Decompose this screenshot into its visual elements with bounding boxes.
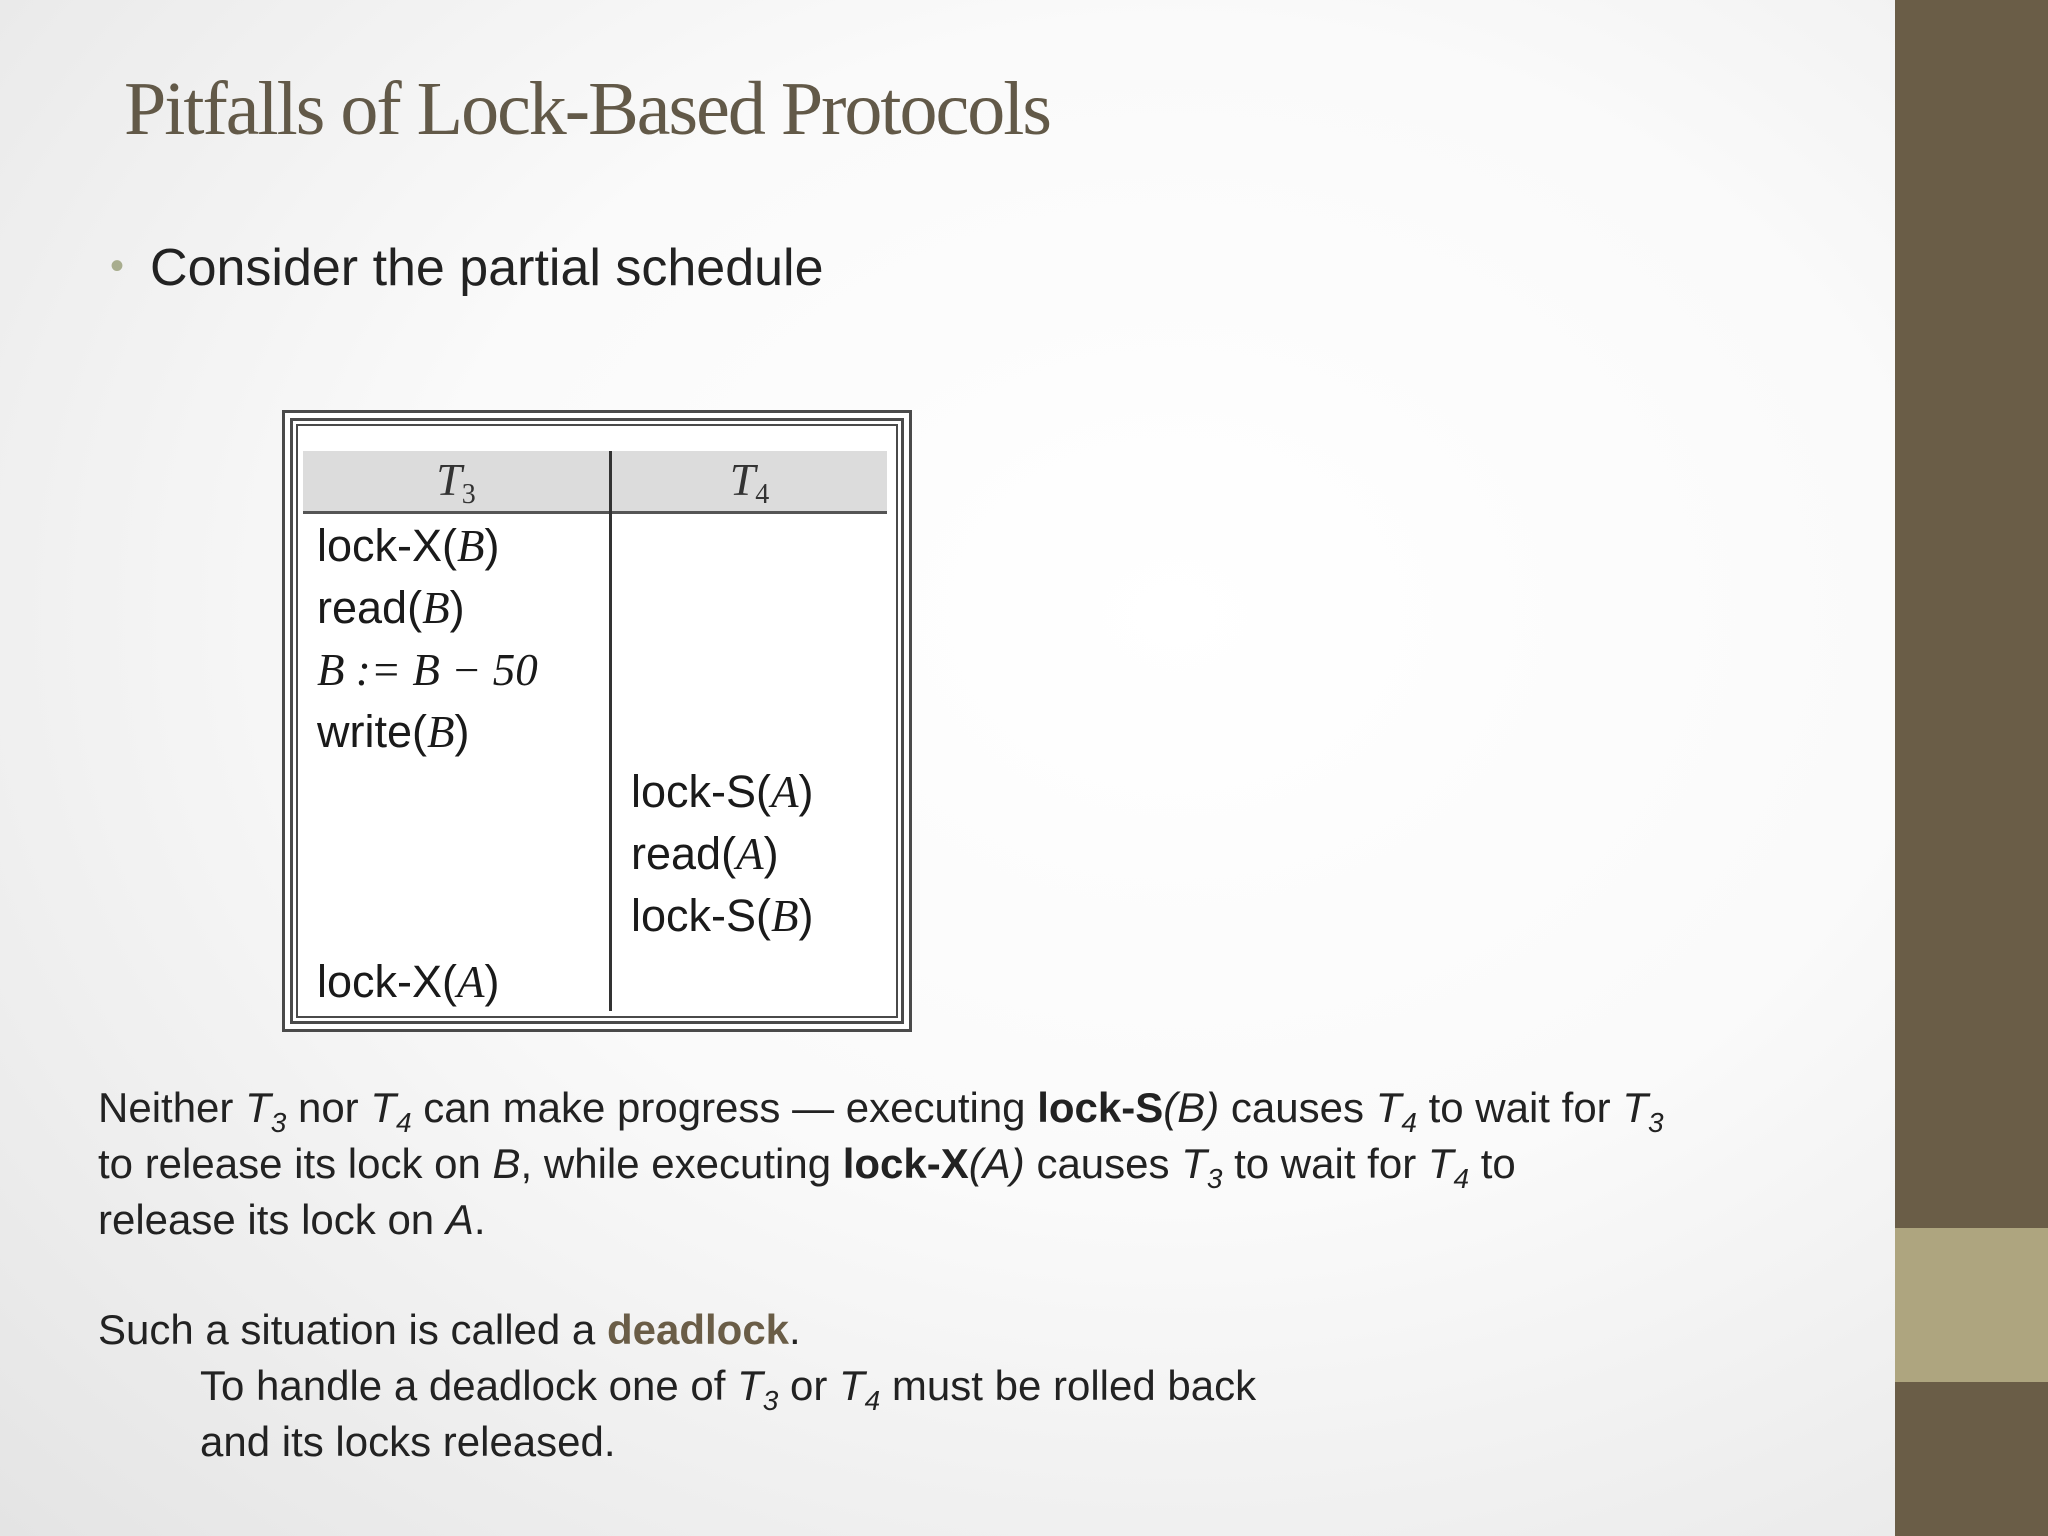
header-t3: $T_3$ <box>436 454 476 510</box>
explanation-line-3: release its lock on A. <box>98 1196 486 1243</box>
t4-op: lock-S(B) <box>631 890 814 941</box>
bullet-text: Consider the partial schedule <box>150 239 824 297</box>
t3-op: read(B) <box>317 582 465 633</box>
explanation-line-2: to release its lock on B, while executing lock-X(A) causes $T_3$ to wait for $T_4$ to <box>98 1140 1516 1194</box>
t3-op: B := B − 50 <box>317 645 538 695</box>
t4-op: read(A) <box>631 828 779 879</box>
t4-op: lock-S(A) <box>631 766 814 817</box>
sidebar-accent-band <box>1895 1228 2048 1382</box>
header-t4: $T_4$ <box>729 454 770 510</box>
t3-op: write(B) <box>317 706 470 757</box>
slide-title: Pitfalls of Lock-Based Protocols <box>124 67 1050 151</box>
deadlock-term: deadlock <box>606 1306 790 1353</box>
deadlock-line-1: Such a situation is called a deadlock. <box>98 1306 801 1353</box>
bullet-item <box>110 238 824 298</box>
schedule-table <box>282 410 912 1032</box>
deadlock-line-3: and its locks released. <box>200 1418 616 1465</box>
deadlock-line-2: To handle a deadlock one of $T_3$ or $T_4$ must be rolled back <box>200 1362 1257 1416</box>
schedule-table-body <box>301 429 893 1013</box>
bullet-dot-icon: • <box>110 244 125 288</box>
t3-op: lock-X(A) <box>317 956 500 1007</box>
t3-op: lock-X(B) <box>317 520 500 571</box>
column-divider <box>609 451 612 1011</box>
explanation-line-1: Neither $T_3$ nor $T_4$ can make progress — executing lock-S(B) causes $T_4$ to wait for $T_3$ <box>98 1084 1664 1138</box>
